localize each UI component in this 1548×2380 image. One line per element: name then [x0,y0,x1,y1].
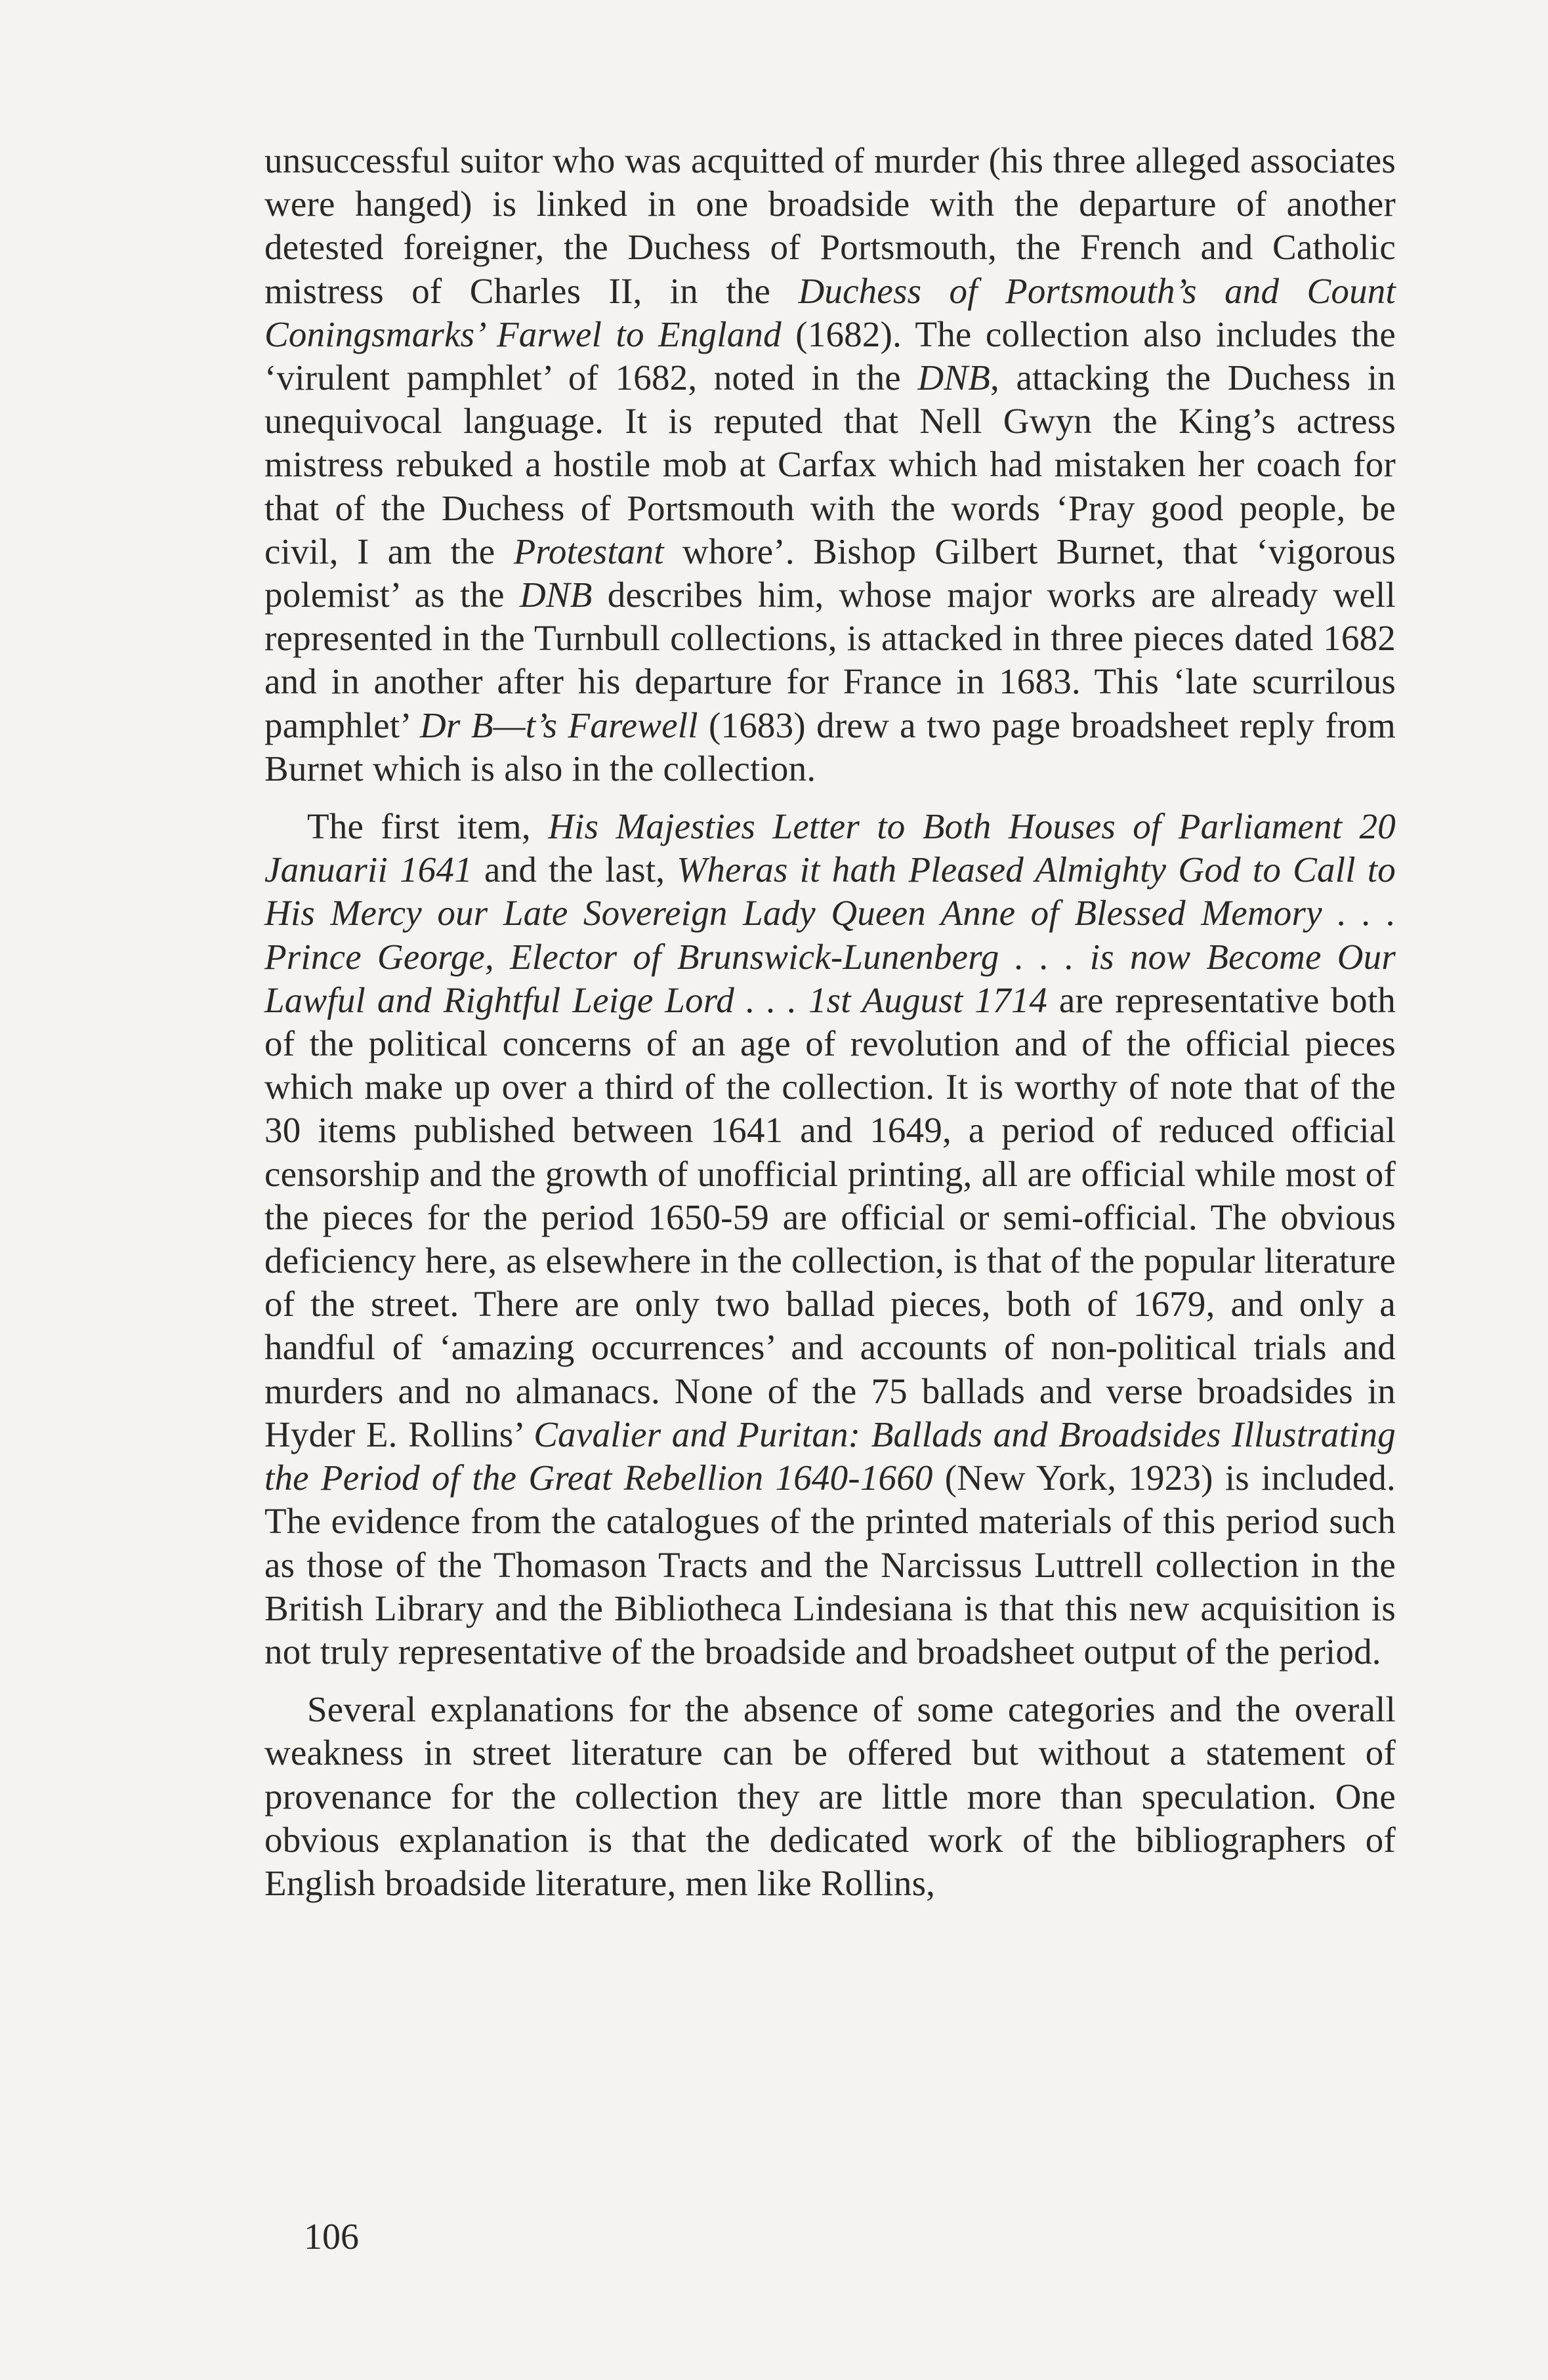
body-text [264,139,1396,1905]
italic-text-run: His Majesties Letter to Both Houses of Parliament 20 Januarii 1641 [264,806,1396,890]
text-run: describes him, whose major works are already well represented in the Turnbull collections, is attacked in three pieces dated 1682 and in another after his departure for France in 1683. This ‘late scurrilous pamphlet’ [264,575,1396,745]
text-run: , attacking the Duchess in unequivocal language. It is reputed that Nell Gwyn the King’s actress mistress rebuked a hostile mob at Carfax which had mistaken her coach for that of the Duchess of Portsmouth with the words ‘Pray good people, be civil, I am the [264,358,1396,571]
text-run: are representative both of the political concerns of an age of revolution and of the official pieces which make up over a third of the collection. It is worthy of note that of the 30 items published between 1641 and 1649, a period of reduced official censorship and the growth of unofficial printing, all are official while most of the pieces for the period 1650-59 are official or semi-official. The obvious deficiency here, as elsewhere in the collection, is that of the popular literature of the street. There are only two ballad pieces, both of 1679, and only a handful of ‘amazing occurrences’ and accounts of non-political trials and murders and no almanacs. None of the 75 ballads and verse broadsides in Hyder E. Rollins’ [264,979,1396,1454]
text-run: Several explanations for the absence of some categories and the overall weakness in street literature can be offered but without a statement of provenance for the collection they are little more than speculation. One obvious explanation is that the dedicated work of the bibliographers of English broadside literature, men like Rollins, [264,1689,1396,1903]
italic-text-run: DNB [917,358,991,398]
page-number: 106 [304,2217,359,2257]
text-run: (New York, 1923) is included. The evidence from the catalogues of the printed materials of this period such as those of the Thomason Tracts and the Narcissus Luttrell collection in the British Library and the Bibliotheca Lindesiana is that this new acquisition is not truly representative of the broadside and broadsheet output of the period. [264,1458,1396,1672]
italic-text-run: Cavalier and Puritan: Ballads and Broadsides Illustrating the Period of the Great Rebellion 1640-1660 [264,1414,1396,1498]
italic-text-run: Dr B—t’s Farewell [420,705,698,745]
italic-text-run: Duchess of Portsmouth’s and Count Coningsmarks’ Farwel to England [264,270,1396,354]
text-run: The first item, [307,806,549,847]
italic-text-run: DNB [519,575,593,615]
text-run: whore’. Bishop Gilbert Burnet, that ‘vigorous polemist’ as the [264,531,1396,615]
paragraph-2 [264,805,1396,1673]
italic-text-run: Wheras it hath Pleased Almighty God to Call to His Mercy our Late Sovereign Lady Queen Anne of Blessed Memory . . . Prince George, Elector of Brunswick-Lunenberg . . . is now Become Our Lawful and Rightful Leige Lord . . . 1st August 1714 [264,850,1396,1020]
italic-text-run: Protestant [513,531,664,571]
text-run: (1682). The collection also includes the ‘virulent pamphlet’ of 1682, noted in the [264,314,1396,398]
paragraph-3 [264,1688,1396,1905]
paragraph-1 [264,139,1396,790]
text-run: and the last, [472,850,677,890]
text-run: (1683) drew a two page broadsheet reply from Burnet which is also in the collection. [264,705,1396,789]
text-run: unsuccessful suitor who was acquitted of murder (his three alleged associates were hanged) is linked in one broadside with the departure of another detested foreigner, the Duchess of Portsmouth, the French and Catholic mistress of Charles II, in the [264,140,1396,311]
